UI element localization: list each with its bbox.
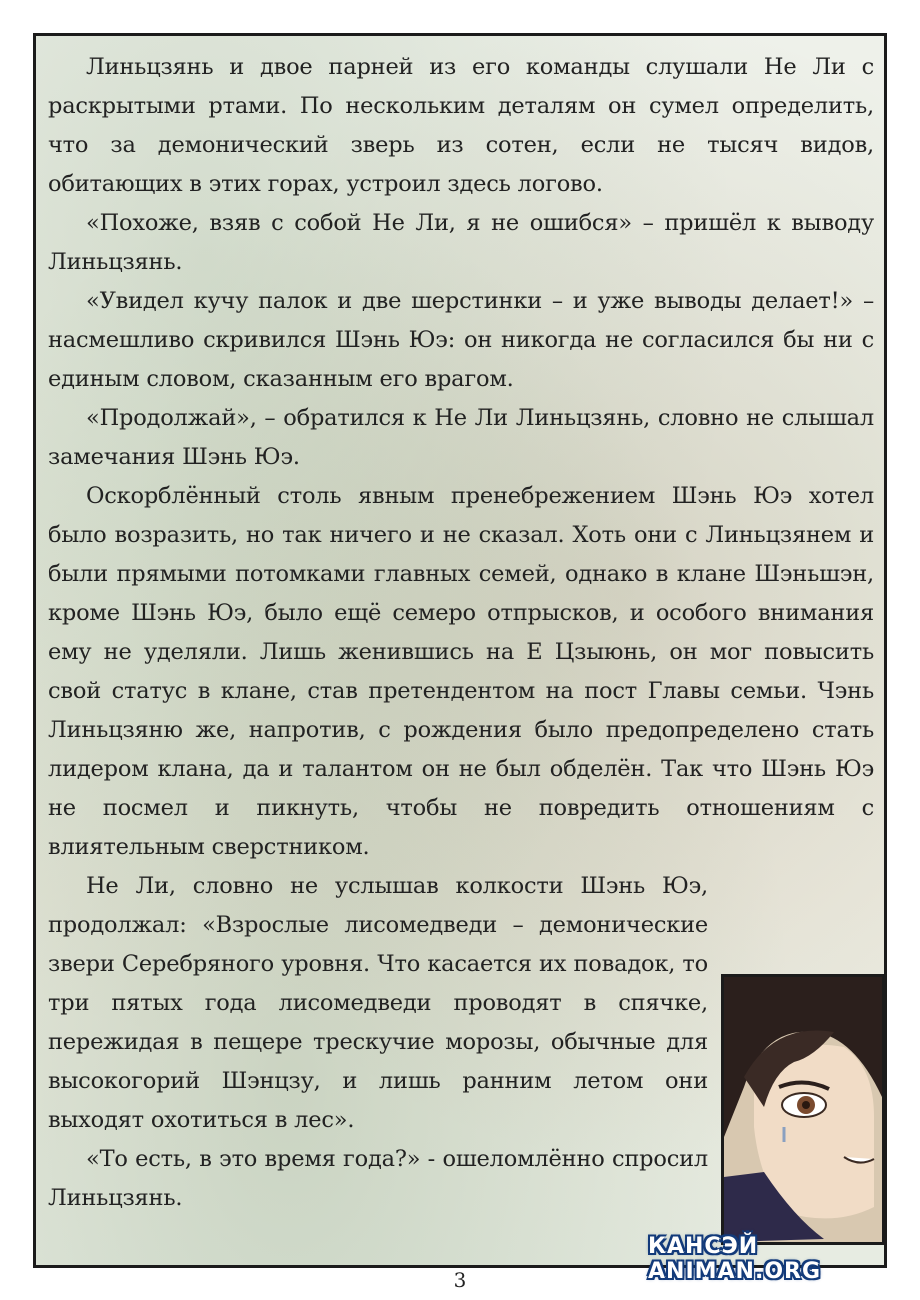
paragraph-5: Оскорблённый столь явным пренебрежением Шэнь Юэ хотел было возразить, но так ничего и не сказал. Хоть они с Линьцзянем и были прямыми потомками главных семей, однако в клане Шэньшэн, кроме Шэнь Юэ, было ещё семеро отпрысков, и особого внимания ему не уделяли. Лишь женившись на Е Цзыюнь, он мог повысить свой статус в клане, став претендентом на пост Главы семьи. Чэнь Линьцзяню же, напротив, с рождения было предопределено стать лидером клана, да и талантом он не был обделён. Так что Шэнь Юэ не посмел и пикнуть, чтобы не повредить отношениям с влиятельным сверстником. — [48, 483, 874, 860]
paragraph-4: «Продолжай», – обратился к Не Ли Линьцзянь, словно не слышал замечания Шэнь Юэ. — [48, 405, 874, 470]
character-portrait — [721, 974, 885, 1245]
page-number: 3 — [453, 1268, 467, 1292]
paragraph-3: «Увидел кучу палок и две шерстинки – и уже выводы делает!» – насмешливо скривился Шэнь Юэ: он никогда не согласился бы ни с единым словом, сказанным его врагом. — [48, 288, 874, 392]
paragraph-2: «Похоже, взяв с собой Не Ли, я не ошибся» – пришёл к выводу Линьцзянь. — [48, 210, 874, 275]
page-frame — [33, 33, 887, 1284]
paragraph-1: Линьцзянь и двое парней из его команды слушали Не Ли с раскрытыми ртами. По нескольким деталям он сумел определить, что за демонический зверь из сотен, если не тысяч видов, обитающих в этих горах, устроил здесь логово. — [48, 54, 874, 197]
watermark: КАНСЭЙ ANIMAN.ORG — [648, 1234, 822, 1284]
paragraph-6: Не Ли, словно не услышав колкости Шэнь Юэ, продолжал: «Взрослые лисомедведи – демонические звери Серебряного уровня. Что касается их повадок, то три пятых года лисомедведи проводят в спячке, пережидая в пещере трескучие морозы, обычные для высокогорий Шэнцзу, и лишь ранним летом они выходят охотиться в лес». — [48, 873, 708, 1133]
character-illustration — [724, 977, 882, 1242]
paragraph-7: «То есть, в это время года?» - ошеломлённо спросил Линьцзянь. — [48, 1146, 708, 1211]
